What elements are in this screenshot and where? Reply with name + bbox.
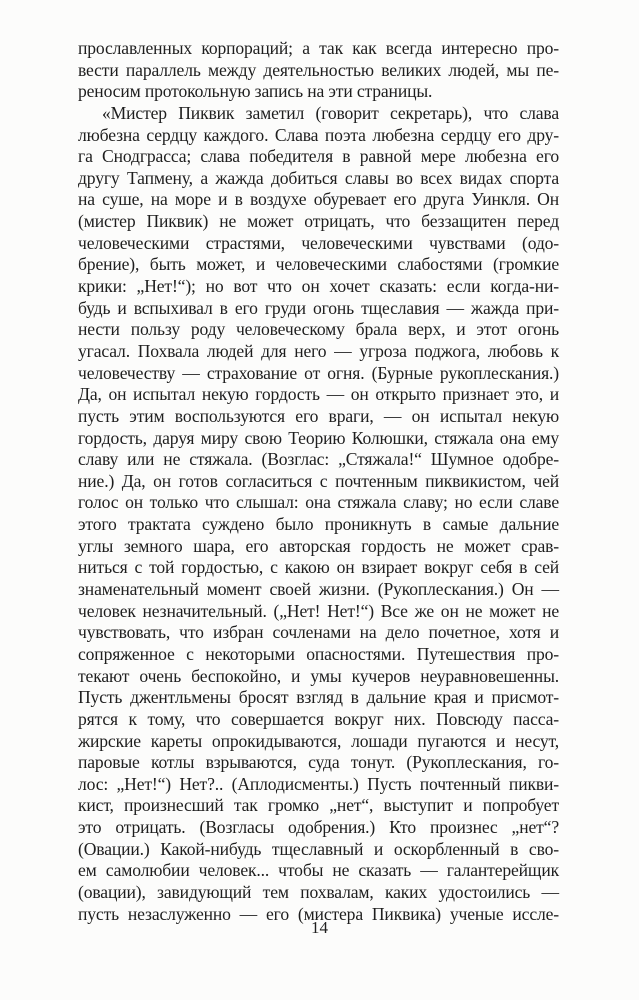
text-line: этого трактата суждено было проникнуть в самые дальние <box>78 514 559 535</box>
text-line: углы земного шара, его авторская гордость не может срав- <box>78 535 559 556</box>
text-line: ниться с той гордостью, с какою он взирает вокруг себя в сей <box>78 557 559 578</box>
text-line: угасал. Похвала людей для него — угроза поджога, любовь к <box>78 340 559 361</box>
text-line: лос: „Нет!“) Нет?.. (Аплодисменты.) Пусть почтенный пикви- <box>78 773 559 794</box>
text-line: человеческими страстями, человеческими чувствами (одо- <box>78 232 559 253</box>
text-line: крики: „Нет!“); но вот что он хочет сказать: если когда-ни- <box>78 276 559 297</box>
text-line: Пусть джентльмены бросят взгляд в дальние края и присмот- <box>78 687 559 708</box>
text-line: знаменательный момент своей жизни. (Рукоплескания.) Он — <box>78 579 559 600</box>
text-line: прославленных корпораций; а так как всегда интересно про- <box>78 38 559 58</box>
text-line: чувствовать, что избран сочленами на дело почетное, хотя и <box>78 622 559 643</box>
text-line: ем самолюбии человек... чтобы не сказать — галантерейщик <box>78 860 559 881</box>
text-line: будь и вспыхивал в его груди огонь тщеславия — жажда при- <box>78 297 559 318</box>
text-line: это отрицать. (Возгласы одобрения.) Кто произнес „нет“? <box>78 817 559 838</box>
text-line: Да, он испытал некую гордость — он открыто признает это, и <box>78 384 559 405</box>
text-line: паровые котлы взрываются, суда тонут. (Рукоплескания, го- <box>78 752 559 773</box>
text-line: ние.) Да, он готов согласиться с почтенным пиквикистом, чей <box>78 470 559 491</box>
text-line: (мистер Пиквик) не может отрицать, что беззащитен перед <box>78 211 559 232</box>
text-line: (овации), завидующий тем похвалам, каких удостоились — <box>78 881 559 902</box>
text-line: вести параллель между деятельностью великих людей, мы пе- <box>78 59 559 80</box>
text-line: голос он только что слышал: она стяжала славу; но если славе <box>78 492 559 513</box>
text-line: гордость, даруя миру свою Теорию Колюшки, стяжала она ему <box>78 427 559 448</box>
page-body-text <box>78 38 559 925</box>
text-line: другу Тапмену, а жажда добиться славы во всех видах спорта <box>78 167 559 188</box>
text-line: «Мистер Пиквик заметил (говорит секретарь), что слава <box>102 102 559 123</box>
text-line: пусть незаслуженно — его (мистера Пиквика) ученые иссле- <box>78 903 559 924</box>
text-line: нести пользу роду человеческому брала верх, и этот огонь <box>78 319 559 340</box>
text-line: человечеству — страхование от огня. (Бурные рукоплескания.) <box>78 362 559 383</box>
text-line: пусть этим воспользуются его враги, — он испытал некую <box>78 405 559 426</box>
text-line: рятся к тому, что совершается вокруг них. Повсюду пасса- <box>78 708 559 729</box>
text-line: на суше, на море и в воздухе обуревает его друга Уинкля. Он <box>78 189 559 210</box>
text-line: реносим протокольную запись на эти страницы. <box>78 81 433 102</box>
text-line: кист, произнесший так громко „нет“, выступит и попробует <box>78 795 559 816</box>
text-line: текают очень беспокойно, и умы кучеров неуравновешенны. <box>78 665 559 686</box>
text-line: (Овации.) Какой-нибудь тщеславный и оскорбленный в сво- <box>78 838 559 859</box>
text-line: брение), быть может, и человеческими слабостями (громкие <box>78 254 559 275</box>
page-number: 14 <box>311 918 328 937</box>
text-line: славу или не стяжала. (Возглас: „Стяжала!“ Шумное одобре- <box>78 449 559 470</box>
text-line: любезна сердцу каждого. Слава поэта любезна сердцу его дру- <box>78 124 559 145</box>
text-line: жирские кареты опрокидываются, лошади пугаются и несут, <box>78 730 559 751</box>
text-line: га Снодграсса; слава победителя в равной мере любезна его <box>78 146 559 167</box>
text-line: человек незначительный. („Нет! Нет!“) Все же он не может не <box>78 600 559 621</box>
text-line: сопряженное с некоторыми опасностями. Путешествия про- <box>78 643 559 664</box>
